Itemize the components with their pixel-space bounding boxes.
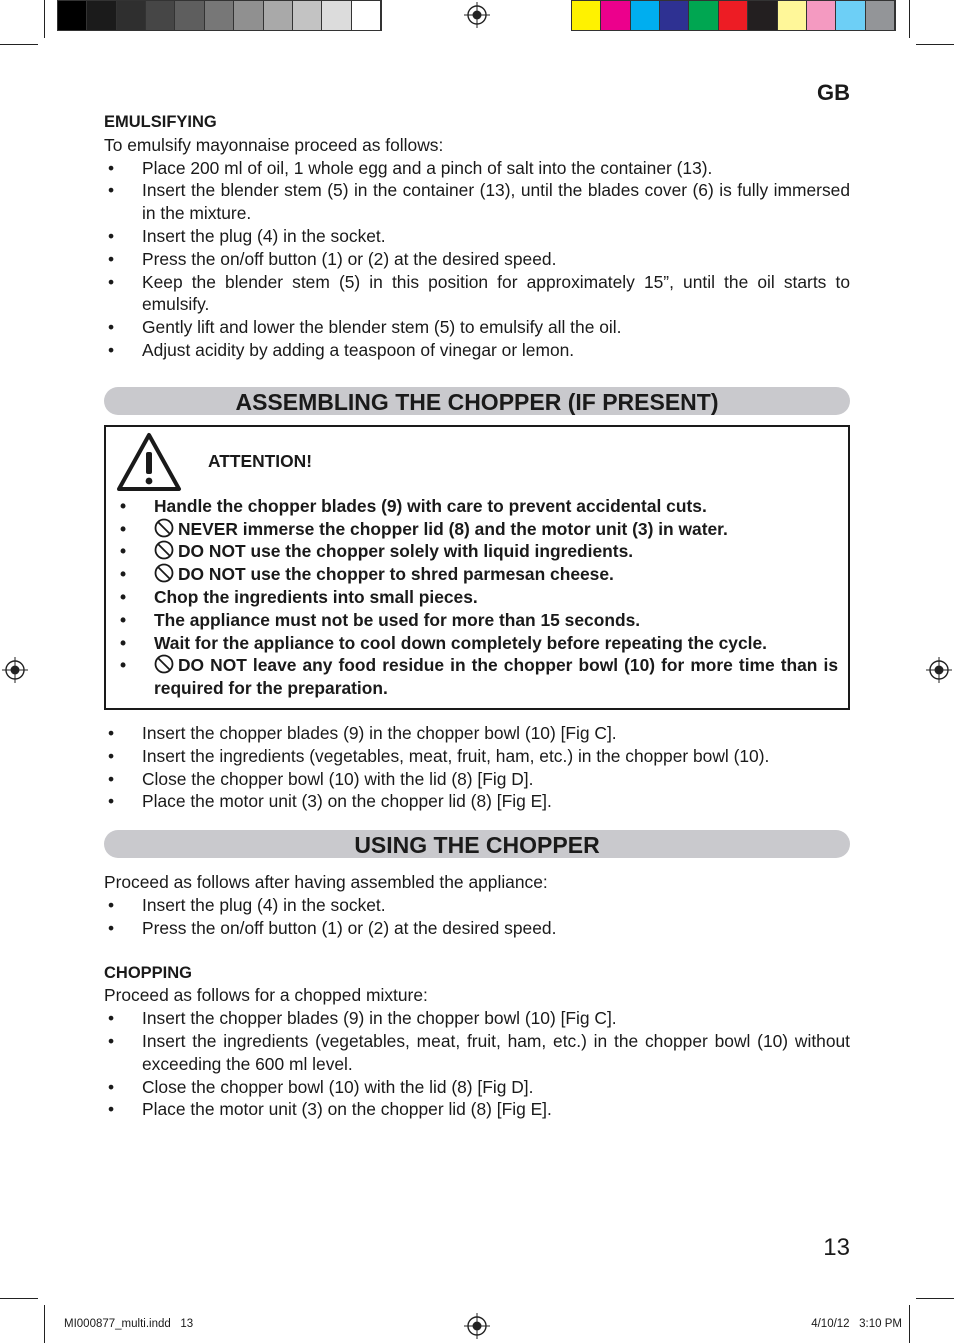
color-swatch — [205, 1, 234, 30]
emulsifying-intro: To emulsify mayonnaise proceed as follows: — [104, 134, 444, 155]
attention-label: ATTENTION! — [208, 451, 313, 472]
prohibited-icon — [154, 563, 174, 583]
prohibited-icon — [154, 540, 174, 560]
list-item: • Place 200 ml of oil, 1 whole egg and a pinch of salt into the container (13). — [104, 157, 850, 180]
color-swatch — [264, 1, 293, 30]
list-item: • Place the motor unit (3) on the chopper lid (8) [Fig E]. — [104, 1098, 850, 1121]
crop-mark — [916, 44, 954, 45]
color-calibration-bar — [571, 0, 896, 31]
color-swatch — [87, 1, 116, 30]
language-code: GB — [817, 80, 850, 105]
list-item: • Wait for the appliance to cool down completely before repeating the cycle. — [116, 632, 838, 655]
prohibited-icon — [154, 518, 174, 538]
attention-box — [104, 425, 850, 710]
list-item: • Insert the plug (4) in the socket. — [104, 225, 850, 248]
list-item: • Insert the ingredients (vegetables, meat, fruit, ham, etc.) in the chopper bowl (10). — [104, 745, 850, 768]
registration-mark-icon — [926, 657, 952, 683]
crop-mark — [44, 0, 45, 38]
color-swatch — [689, 1, 718, 30]
list-item: • The appliance must not be used for more than 15 seconds. — [116, 609, 838, 632]
list-item: • NEVER immerse the chopper lid (8) and the motor unit (3) in water. — [116, 518, 838, 541]
color-swatch — [572, 1, 601, 30]
color-swatch — [117, 1, 146, 30]
list-item: • Keep the blender stem (5) in this position for approximately 15”, until the oil starts to emulsify. — [104, 271, 850, 317]
crop-mark — [0, 44, 38, 45]
color-swatch — [778, 1, 807, 30]
list-item: • Close the chopper bowl (10) with the lid (8) [Fig D]. — [104, 768, 850, 791]
using-intro: Proceed as follows after having assembled the appliance: — [104, 872, 548, 893]
list-item: • Insert the blender stem (5) in the container (13), until the blades cover (6) is fully immersed in the mixture. — [104, 179, 850, 225]
using-section-title: USING THE CHOPPER — [104, 830, 850, 858]
color-swatch — [836, 1, 865, 30]
color-swatch — [175, 1, 204, 30]
list-item: • Handle the chopper blades (9) with care to prevent accidental cuts. — [116, 495, 838, 518]
page-content — [104, 111, 850, 1121]
color-swatch — [719, 1, 748, 30]
registration-mark-icon — [464, 1313, 490, 1339]
using-list — [104, 894, 850, 940]
page-number: 13 — [823, 1234, 850, 1261]
registration-mark-icon — [2, 657, 28, 683]
registration-mark-icon — [464, 2, 490, 28]
crop-mark — [909, 0, 910, 38]
crop-mark — [44, 1305, 45, 1343]
color-swatch — [234, 1, 263, 30]
list-item: • Insert the chopper blades (9) in the chopper bowl (10) [Fig C]. — [104, 1007, 850, 1030]
list-item: • DO NOT use the chopper to shred parmesan cheese. — [116, 563, 838, 586]
color-swatch — [601, 1, 630, 30]
color-swatch — [631, 1, 660, 30]
list-item: • Insert the chopper blades (9) in the chopper bowl (10) [Fig C]. — [104, 722, 850, 745]
list-item: • Press the on/off button (1) or (2) at the desired speed. — [104, 248, 850, 271]
footer-timestamp: 4/10/12 3:10 PM — [811, 1318, 902, 1330]
color-swatch — [58, 1, 87, 30]
crop-mark — [916, 1298, 954, 1299]
color-swatch — [352, 1, 381, 30]
chopping-heading: CHOPPING — [104, 963, 193, 982]
list-item: • Insert the plug (4) in the socket. — [104, 894, 850, 917]
color-swatch — [866, 1, 895, 30]
list-item: • DO NOT leave any food residue in the chopper bowl (10) for more time than is required for the preparation. — [116, 654, 838, 700]
prohibited-icon — [154, 654, 174, 674]
assembling-section-title: ASSEMBLING THE CHOPPER (IF PRESENT) — [104, 387, 850, 415]
list-item: • DO NOT use the chopper solely with liquid ingredients. — [116, 540, 838, 563]
color-swatch — [293, 1, 322, 30]
list-item: • Close the chopper bowl (10) with the lid (8) [Fig D]. — [104, 1076, 850, 1099]
emulsifying-heading: EMULSIFYING — [104, 113, 217, 131]
attention-list — [116, 495, 838, 700]
list-item: • Chop the ingredients into small pieces. — [116, 586, 838, 609]
crop-mark — [909, 1305, 910, 1343]
list-item: • Insert the ingredients (vegetables, meat, fruit, ham, etc.) in the chopper bowl (10) without exceeding the 600 ml level. — [104, 1030, 850, 1076]
chopping-list — [104, 1007, 850, 1121]
grayscale-calibration-bar — [57, 0, 382, 31]
warning-triangle-icon — [116, 432, 182, 492]
list-item: • Adjust acidity by adding a teaspoon of vinegar or lemon. — [104, 339, 850, 362]
footer-file-name: MI000877_multi.indd 13 — [64, 1318, 194, 1330]
list-item: • Press the on/off button (1) or (2) at the desired speed. — [104, 917, 850, 940]
chopping-intro: Proceed as follows for a chopped mixture: — [104, 985, 428, 1006]
list-item: • Place the motor unit (3) on the chopper lid (8) [Fig E]. — [104, 790, 850, 813]
crop-mark — [0, 1298, 38, 1299]
color-swatch — [807, 1, 836, 30]
color-swatch — [660, 1, 689, 30]
emulsifying-list — [104, 157, 850, 362]
color-swatch — [322, 1, 351, 30]
assembling-steps — [104, 722, 850, 813]
color-swatch — [748, 1, 777, 30]
list-item: • Gently lift and lower the blender stem (5) to emulsify all the oil. — [104, 316, 850, 339]
color-swatch — [146, 1, 175, 30]
